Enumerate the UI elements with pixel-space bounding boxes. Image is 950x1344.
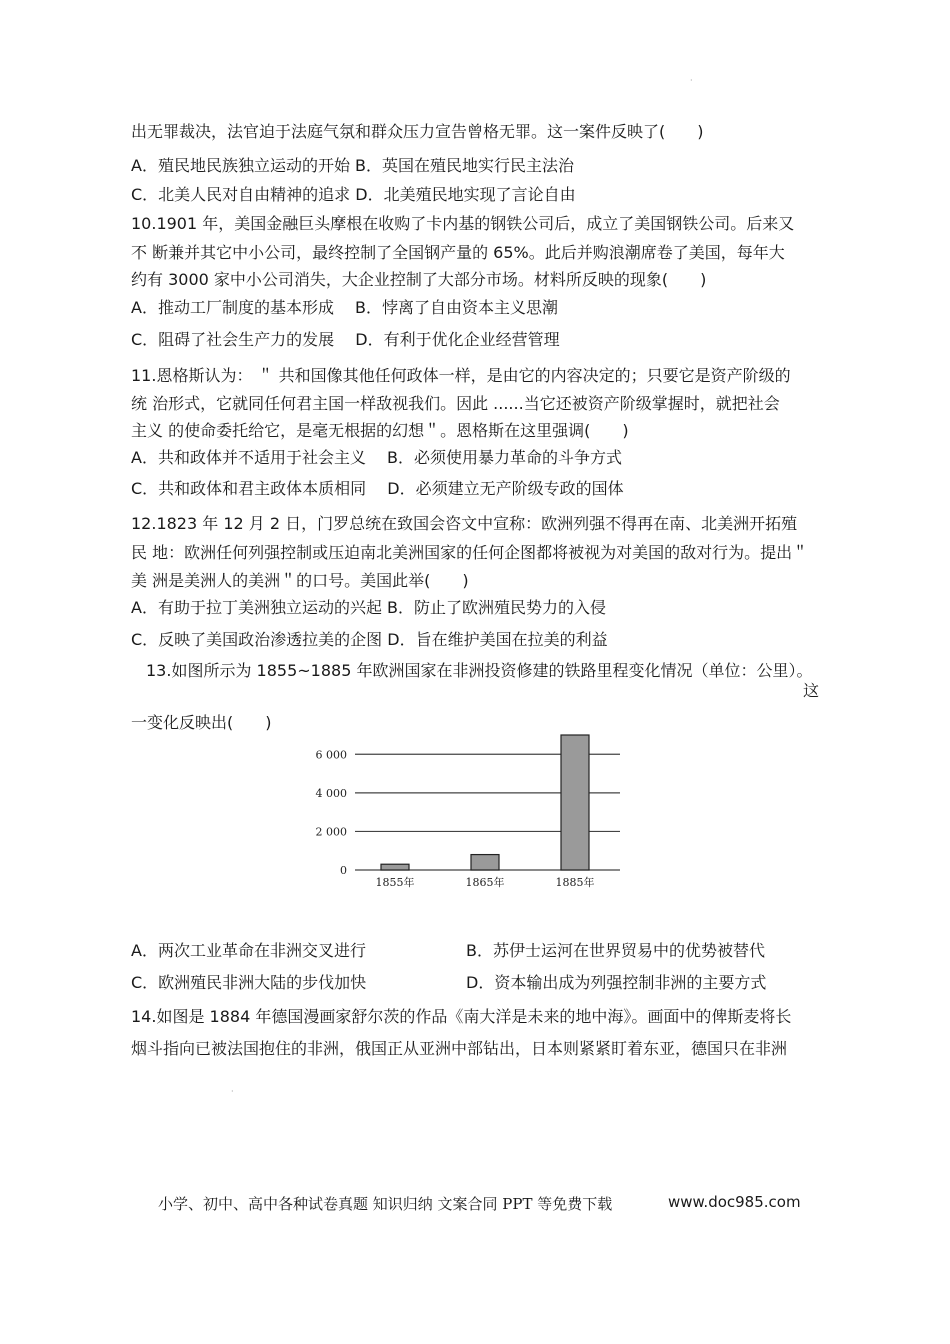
footer-text: 小学、初中、高中各种试卷真题 知识归纳 文案合同 PPT 等免费下载 [158, 1195, 613, 1213]
q11-stem-line-1: 11.恩格斯认为： ＂ 共和国像其他任何政体一样，是由它的内容决定的；只要它是资产阶级的 [131, 366, 791, 385]
q12-stem-line-2: 民 地：欧洲任何列强控制或压迫南北美洲国家的任何企图都将被视为对美国的敌对行为。提出＂ [131, 543, 809, 562]
q14-stem-line-1: 14.如图是 1884 年德国漫画家舒尔茨的作品《南大洋是未来的地中海》。画面中的俾斯麦将长 [131, 1007, 792, 1026]
footer-url: www.doc985.com [668, 1193, 801, 1211]
q13-option-b: B．苏伊士运河在世界贸易中的优势被替代 [466, 941, 765, 960]
q11-stem-line-2: 统 治形式，它就同任何君主国一样敌视我们。因此 ......当它还被资产阶级掌握时，就把社会 [131, 394, 780, 413]
q13-stem-line-1-tail: 这 [803, 681, 820, 700]
q13-option-a: A．两次工业革命在非洲交叉进行 [131, 941, 366, 960]
q12-options-ab: A．有助于拉丁美洲独立运动的兴起 B．防止了欧洲殖民势力的入侵 [131, 598, 607, 617]
q11-stem-line-3: 主义 的使命委托给它，是毫无根据的幻想＂。恩格斯在这里强调( ) [131, 421, 629, 440]
q13-stem-line-2: 一变化反映出( ) [131, 713, 272, 732]
q9-stem-tail: 出无罪裁决，法官迫于法庭气氛和群众压力宣告曾格无罪。这一案件反映了( ) [131, 122, 704, 141]
x-tick-label: 1865年 [465, 876, 505, 889]
q12-options-cd: C．反映了美国政治渗透拉美的企图 D．旨在维护美国在拉美的利益 [131, 630, 608, 649]
y-tick-label: 6 000 [315, 748, 347, 762]
q12-stem-line-1: 12.1823 年 12 月 2 日，门罗总统在致国会咨文中宣称：欧洲列强不得再在南、北美洲开拓殖 [131, 514, 798, 533]
scan-speck: · [231, 1087, 234, 1096]
bar-1865年 [471, 855, 499, 870]
q13-stem-line-1: 13.如图所示为 1855~1885 年欧洲国家在非洲投资修建的铁路里程变化情况（单位：公里）。 [146, 661, 813, 680]
chart-bars [381, 735, 589, 870]
y-tick-label: 4 000 [315, 786, 347, 800]
q13-option-c: C．欧洲殖民非洲大陆的步伐加快 [131, 973, 367, 992]
chart-y-tick-labels [316, 748, 348, 877]
q10-stem-line-1: 10.1901 年，美国金融巨头摩根在收购了卡内基的钢铁公司后，成立了美国钢铁公司。后来又 [131, 214, 795, 233]
q10-stem-line-3: 约有 3000 家中小公司消失，大企业控制了大部分市场。材料所反映的现象( ) [131, 270, 707, 289]
q14-stem-line-2: 烟斗指向已被法国抱住的非洲，俄国正从亚洲中部钻出，日本则紧紧盯着东亚，德国只在非洲 [131, 1039, 788, 1058]
bar-1855年 [381, 864, 409, 870]
q10-options-ab: A．推动工厂制度的基本形成 B．悖离了自由资本主义思潮 [131, 298, 559, 317]
y-tick-label: 2 000 [315, 825, 347, 839]
bar-1885年 [561, 735, 589, 870]
x-tick-label: 1885年 [555, 876, 595, 889]
railway-mileage-chart [315, 730, 640, 900]
q12-stem-line-3: 美 洲是美洲人的美洲＂的口号。美国此举( ) [131, 571, 469, 590]
q10-options-cd: C．阻碍了社会生产力的发展 D．有利于优化企业经营管理 [131, 330, 560, 349]
x-tick-label: 1855年 [375, 876, 415, 889]
q11-options-cd: C．共和政体和君主政体本质相同 D．必须建立无产阶级专政的国体 [131, 479, 624, 498]
q9-options-ab: A．殖民地民族独立运动的开始 B．英国在殖民地实行民主法治 [131, 156, 575, 175]
q13-option-d: D．资本输出成为列强控制非洲的主要方式 [466, 973, 767, 992]
q11-options-ab: A．共和政体并不适用于社会主义 B．必须使用暴力革命的斗争方式 [131, 448, 623, 467]
chart-x-tick-labels [376, 875, 595, 889]
q10-stem-line-2: 不 断兼并其它中小公司，最终控制了全国钢产量的 65%。此后并购浪潮席卷了美国，每年大 [131, 243, 785, 262]
scan-speck: · [690, 76, 693, 85]
q9-options-cd: C．北美人民对自由精神的追求 D．北美殖民地实现了言论自由 [131, 185, 576, 204]
y-tick-label: 0 [340, 864, 347, 877]
